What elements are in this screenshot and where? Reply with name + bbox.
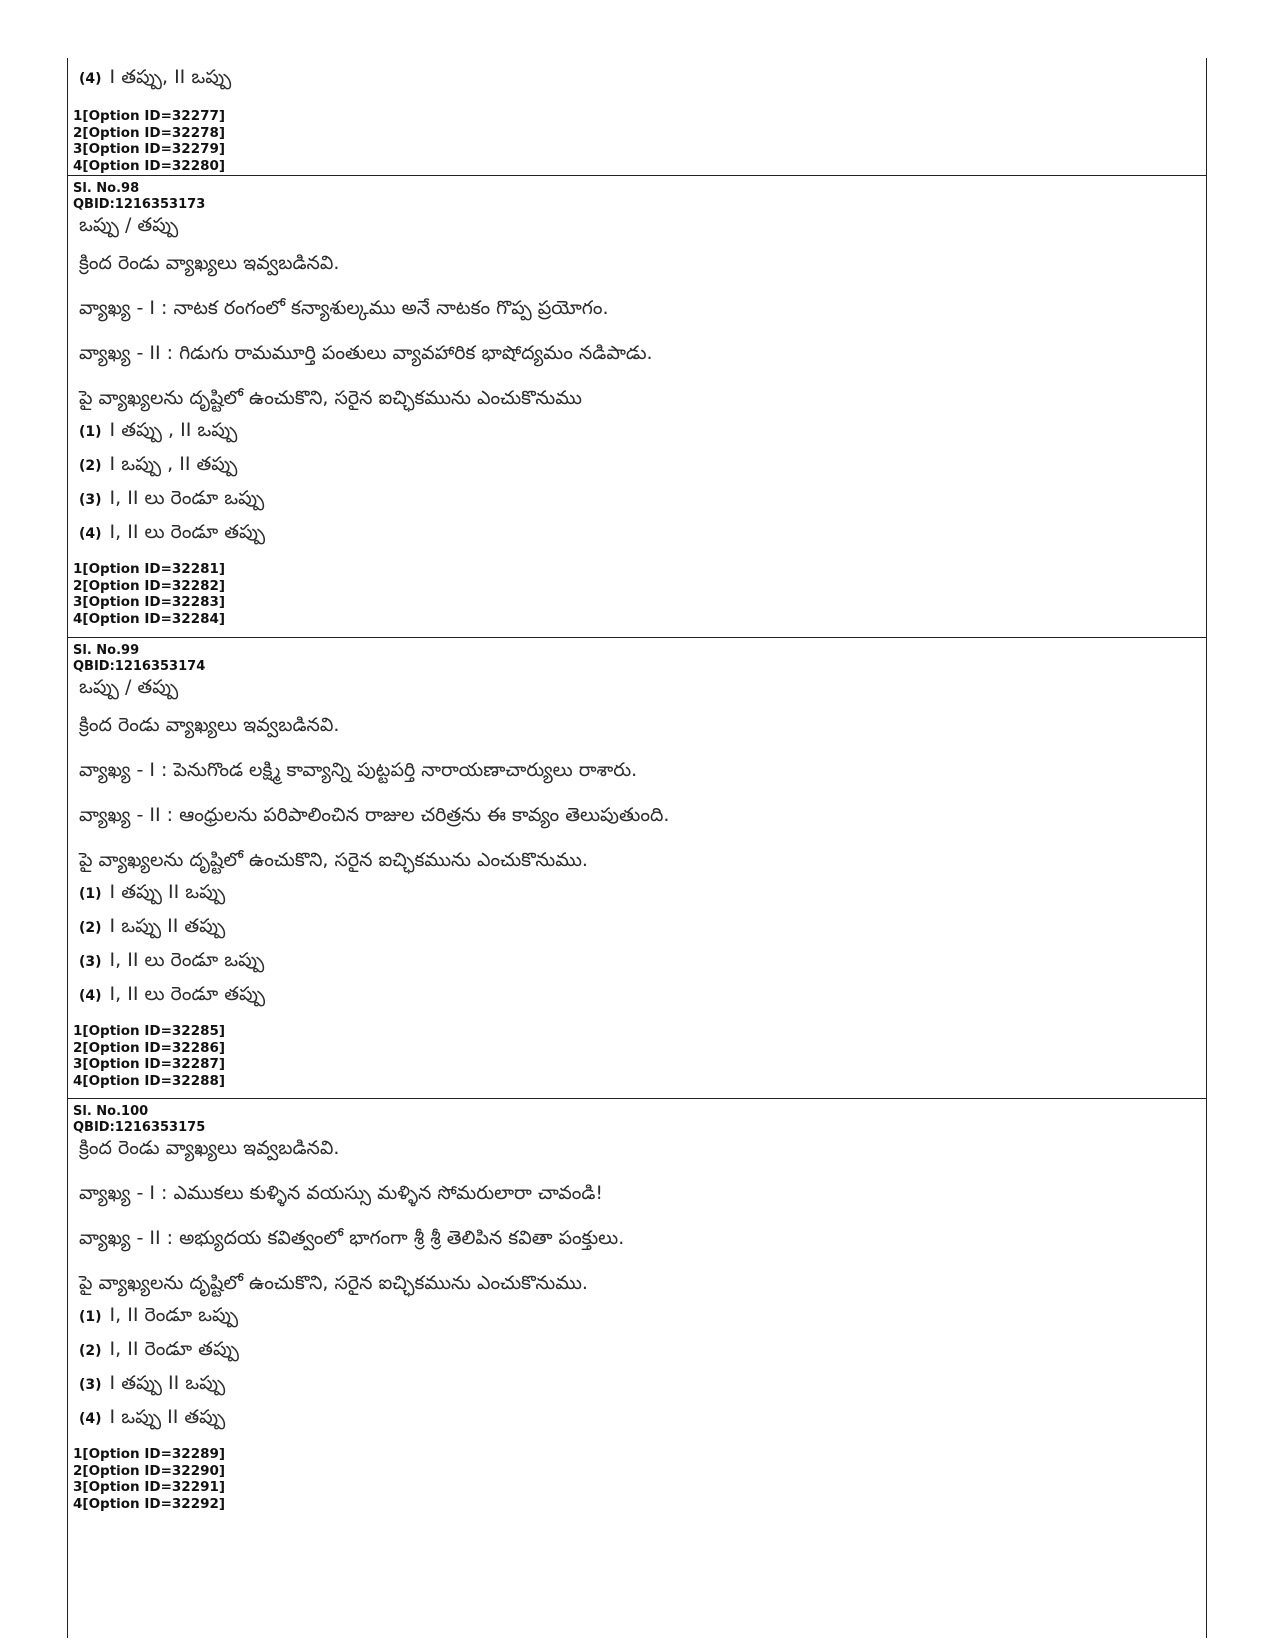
option-id: 1[Option ID=32289] xyxy=(73,1446,226,1462)
option-text: I తప్పు, II ఒప్పు xyxy=(109,66,232,88)
question-instruction: పై వ్యాఖ్యలను దృష్టిలో ఉంచుకొని, సరైన ఐచ్ఛికమును ఎంచుకొనుము. xyxy=(79,1272,588,1294)
option-text: I, II రెండూ తప్పు xyxy=(109,1338,239,1360)
statement-2: వ్యాఖ్య - II : అభ్యుదయ కవిత్వంలో భాగంగా శ్రీ శ్రీ తెలిపిన కవితా పంక్తులు. xyxy=(79,1227,625,1249)
option-number: (1) xyxy=(79,886,102,902)
statement-2: వ్యాఖ్య - II : ఆంధ్రులను పరిపాలించిన రాజుల చరిత్రను ఈ కావ్యం తెలుపుతుంది. xyxy=(79,804,670,826)
option-id-list xyxy=(73,1446,1206,1512)
option-2 xyxy=(79,1336,1206,1364)
option-id: 4[Option ID=32280] xyxy=(73,157,226,174)
option-2 xyxy=(79,913,1206,941)
option-text: I తప్పు II ఒప్పు xyxy=(109,1372,226,1394)
statement-1: వ్యాఖ్య - I : ఎముకలు కుళ్ళిన వయస్సు మళ్ళిన సోమరులారా చావండి! xyxy=(79,1182,604,1204)
qbid: QBID:1216353173 xyxy=(73,196,206,212)
option-2 xyxy=(79,451,1206,479)
question-100 xyxy=(68,1099,1206,1579)
option-4 xyxy=(79,981,1206,1009)
option-1 xyxy=(79,879,1206,907)
statement-1: వ్యాఖ్య - I : నాటక రంగంలో కన్యాశుల్కము అనే నాటకం గొప్ప ప్రయోగం. xyxy=(79,297,609,319)
option-1 xyxy=(79,1302,1206,1330)
option-id: 3[Option ID=32283] xyxy=(73,594,226,610)
option-text: I, II లు రెండూ తప్పు xyxy=(109,983,266,1005)
option-number: (3) xyxy=(79,1377,102,1393)
question-intro: క్రింద రెండు వ్యాఖ్యలు ఇవ్వబడినవి. xyxy=(79,714,340,736)
qbid: QBID:1216353174 xyxy=(73,658,206,674)
option-number: (1) xyxy=(79,424,102,440)
option-text: I ఒప్పు II తప్పు xyxy=(109,915,226,937)
option-id: 4[Option ID=32284] xyxy=(73,610,226,627)
option-id-list xyxy=(73,1023,1206,1089)
option-id: 3[Option ID=32287] xyxy=(73,1056,226,1072)
option-number: (3) xyxy=(79,492,102,508)
option-4 xyxy=(79,1404,1206,1432)
option-number: (4) xyxy=(79,1411,102,1427)
question-98 xyxy=(68,176,1206,638)
option-id: 1[Option ID=32285] xyxy=(73,1023,226,1039)
question-type: ఒప్పు / తప్పు xyxy=(79,214,179,236)
option-4 xyxy=(79,64,1206,92)
option-id: 3[Option ID=32291] xyxy=(73,1479,226,1495)
option-id: 2[Option ID=32286] xyxy=(73,1039,226,1056)
question-intro: క్రింద రెండు వ్యాఖ్యలు ఇవ్వబడినవి. xyxy=(79,252,340,274)
option-text: I, II లు రెండూ తప్పు xyxy=(109,521,266,543)
option-number: (4) xyxy=(79,988,102,1004)
option-number: (1) xyxy=(79,1309,102,1325)
question-instruction: పై వ్యాఖ్యలను దృష్టిలో ఉంచుకొని, సరైన ఐచ్ఛికమును ఎంచుకొనుము xyxy=(79,387,582,409)
option-number: (2) xyxy=(79,920,102,936)
question-99 xyxy=(68,638,1206,1099)
option-text: I ఒప్పు , II తప్పు xyxy=(109,453,238,475)
option-text: I, II లు రెండూ ఒప్పు xyxy=(109,949,265,971)
option-text: I తప్పు II ఒప్పు xyxy=(109,881,226,903)
question-type: ఒప్పు / తప్పు xyxy=(79,676,179,698)
option-id: 4[Option ID=32288] xyxy=(73,1072,226,1089)
option-number: (4) xyxy=(79,526,102,542)
question-intro: క్రింద రెండు వ్యాఖ్యలు ఇవ్వబడినవి. xyxy=(79,1137,340,1159)
option-text: I ఒప్పు II తప్పు xyxy=(109,1406,226,1428)
option-number: (2) xyxy=(79,1343,102,1359)
previous-question-tail xyxy=(68,58,1206,176)
option-4 xyxy=(79,519,1206,547)
option-number: (3) xyxy=(79,954,102,970)
option-number: (2) xyxy=(79,458,102,474)
serial-number: Sl. No.98 xyxy=(73,181,140,196)
option-1 xyxy=(79,417,1206,445)
qbid: QBID:1216353175 xyxy=(73,1119,206,1135)
option-text: I, II లు రెండూ ఒప్పు xyxy=(109,487,265,509)
option-3 xyxy=(79,1370,1206,1398)
option-id: 2[Option ID=32290] xyxy=(73,1462,226,1479)
option-id: 2[Option ID=32282] xyxy=(73,577,226,594)
option-text: I, II రెండూ ఒప్పు xyxy=(109,1304,239,1326)
option-id: 1[Option ID=32277] xyxy=(73,108,226,124)
option-3 xyxy=(79,947,1206,975)
serial-number: Sl. No.99 xyxy=(73,643,140,658)
option-number: (4) xyxy=(79,71,102,87)
question-instruction: పై వ్యాఖ్యలను దృష్టిలో ఉంచుకొని, సరైన ఐచ్ఛికమును ఎంచుకొనుము. xyxy=(79,849,588,871)
option-3 xyxy=(79,485,1206,513)
option-id: 1[Option ID=32281] xyxy=(73,561,226,577)
option-id-list xyxy=(73,561,1206,627)
option-text: I తప్పు , II ఒప్పు xyxy=(109,419,238,441)
statement-2: వ్యాఖ్య - II : గిడుగు రామమూర్తి పంతులు వ్యావహారిక భాషోద్యమం నడిపాడు. xyxy=(79,342,653,364)
option-id: 4[Option ID=32292] xyxy=(73,1495,226,1512)
option-id-list xyxy=(73,108,1206,174)
serial-number: Sl. No.100 xyxy=(73,1104,149,1119)
option-id: 2[Option ID=32278] xyxy=(73,124,226,141)
statement-1: వ్యాఖ్య - I : పెనుగొండ లక్ష్మి కావ్యాన్ని పుట్టపర్తి నారాయణాచార్యులు రాశారు. xyxy=(79,759,638,781)
question-paper-frame xyxy=(67,58,1207,1638)
option-id: 3[Option ID=32279] xyxy=(73,141,226,157)
